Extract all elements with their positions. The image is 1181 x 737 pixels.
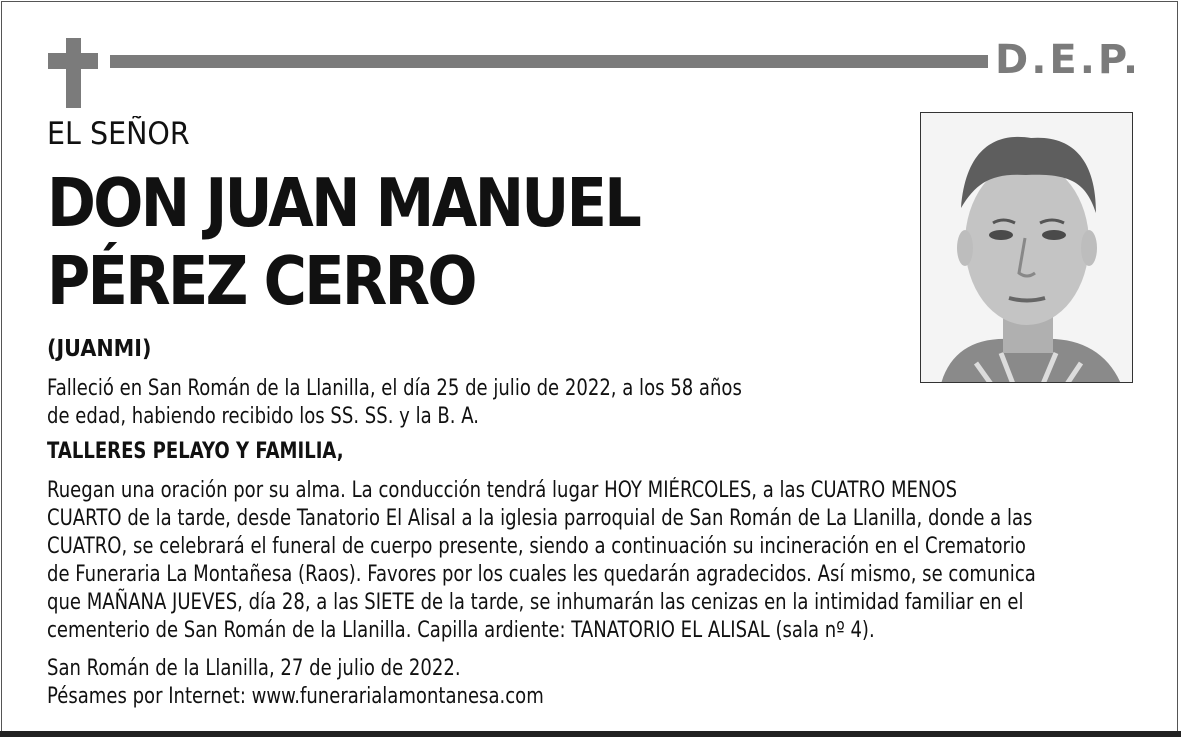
family-line: TALLERES PELAYO Y FAMILIA, <box>47 439 344 464</box>
service-text-line: CUARTO de la tarde, desde Tanatorio El Alisal a la iglesia parroquial de San Román de La Llanilla, donde a las <box>47 506 1033 531</box>
portrait-image <box>921 113 1133 383</box>
service-text-line: cementerio de San Román de la Llanilla. Capilla ardiente: TANATORIO EL ALISAL (sala nº 4). <box>47 618 875 643</box>
service-text-line: CUATRO, se celebrará el funeral de cuerpo presente, siendo a continuación su incineración en el Crematorio <box>47 534 1026 559</box>
deceased-name-line1: DON JUAN MANUEL <box>47 164 640 242</box>
deceased-name-line2: PÉREZ CERRO <box>47 242 475 320</box>
portrait-photo <box>920 112 1133 383</box>
nickname: (JUANMI) <box>47 336 152 362</box>
footer-rule <box>0 731 1181 737</box>
honorific: EL SEÑOR <box>47 116 190 152</box>
place-date: San Román de la Llanilla, 27 de julio de 2022. <box>47 656 461 681</box>
service-text-line: de Funeraria La Montañesa (Raos). Favores por los cuales les quedarán agradecidos. Así mismo, se comunica <box>47 562 1036 587</box>
deceased-name <box>47 164 639 320</box>
header-rule <box>110 55 988 68</box>
condolences-url[interactable]: Pésames por Internet: www.funerarialamontanesa.com <box>47 684 544 709</box>
service-text-line: Ruegan una oración por su alma. La conducción tendrá lugar HOY MIÉRCOLES, a las CUATRO MENOS <box>47 478 958 503</box>
dep-label: D.E.P. <box>995 37 1142 83</box>
death-notice-line2: de edad, habiendo recibido los SS. SS. y la B. A. <box>47 404 479 429</box>
cross-icon-bar <box>48 53 98 69</box>
service-text-line: que MAÑANA JUEVES, día 28, a las SIETE de la tarde, se inhumarán las cenizas en la intimidad familiar en el <box>47 590 1024 615</box>
cross-icon <box>66 38 81 108</box>
death-notice-line1: Falleció en San Román de la Llanilla, el día 25 de julio de 2022, a los 58 años <box>47 376 742 401</box>
